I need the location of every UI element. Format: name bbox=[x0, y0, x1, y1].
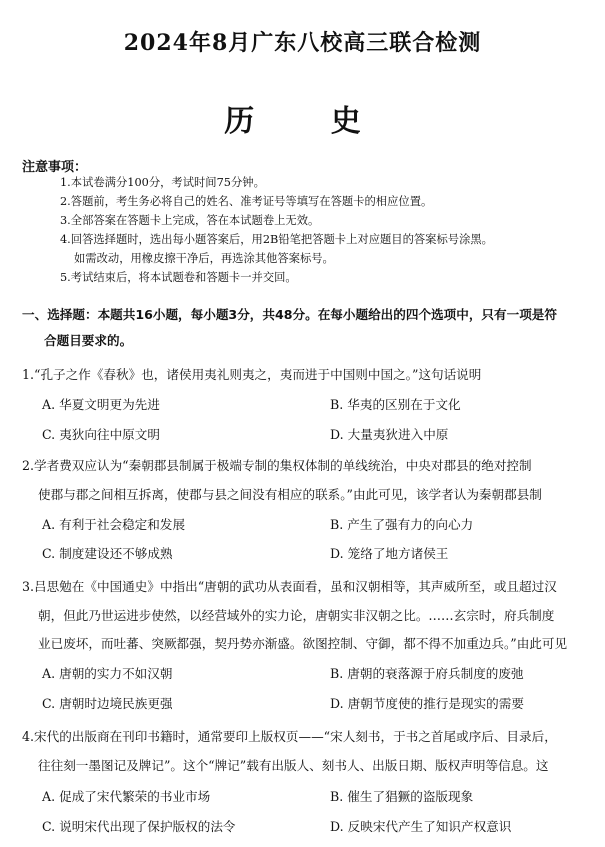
question-2-stem-continuation: 使郡与郡之间相互拆离，使郡与县之间没有相应的联系。”由此可见，该学者认为秦朝郡县制 bbox=[38, 487, 542, 502]
question-4-option-d: D. 反映宋代产生了知识产权意识 bbox=[330, 819, 512, 834]
question-1-option-b: B. 华夷的区别在于文化 bbox=[330, 397, 461, 412]
exam-title: 2024年8月广东八校高三联合检测 bbox=[123, 30, 482, 56]
question-4-option-b: B. 催生了猖獗的盗版现象 bbox=[330, 789, 474, 804]
question-1-option-d: D. 大量夷狄进入中原 bbox=[330, 427, 449, 442]
question-3-option-c: C. 唐朝时边境民族更强 bbox=[42, 696, 173, 711]
question-3-stem-continuation: 业已废坏，而吐蕃、突厥都强，契丹势亦渐盛。欲图控制、守御，都不得不加重边兵。”由此可见 bbox=[38, 636, 568, 651]
question-2-option-c: C. 制度建设还不够成熟 bbox=[42, 546, 173, 561]
question-3-stem: 3.吕思勉在《中国通史》中指出“唐朝的武功从表面看，虽和汉朝相等，其声威所至，或且超过汉 bbox=[22, 579, 557, 594]
question-4-option-c: C. 说明宋代出现了保护版权的法令 bbox=[42, 819, 236, 834]
note-item: 3.全部答案在答题卡上完成，答在本试题卷上无效。 bbox=[60, 214, 320, 227]
question-1-option-a: A. 华夏文明更为先进 bbox=[42, 397, 160, 412]
note-item: 1.本试卷满分100分，考试时间75分钟。 bbox=[60, 176, 265, 189]
question-2-option-d: D. 笼络了地方诸侯王 bbox=[330, 546, 449, 561]
question-2-stem: 2.学者费双应认为“秦朝郡县制属于极端专制的集权体制的单线统治，中央对郡县的绝对控制 bbox=[22, 458, 532, 473]
question-3-option-b: B. 唐朝的衰落源于府兵制度的废弛 bbox=[330, 666, 524, 681]
note-item: 4.回答选择题时，选出每小题答案后，用2B铅笔把答题卡上对应题目的答案标号涂黑。 bbox=[60, 233, 493, 246]
question-1-option-c: C. 夷狄向往中原文明 bbox=[42, 427, 160, 442]
note-item-continuation: 如需改动，用橡皮擦干净后，再选涂其他答案标号。 bbox=[74, 252, 334, 265]
section-heading: 一、选择题：本题共16小题，每小题3分，共48分。在每小题给出的四个选项中，只有一项是符 bbox=[22, 307, 557, 322]
question-3-option-a: A. 唐朝的实力不如汉朝 bbox=[42, 666, 173, 681]
question-3-option-d: D. 唐朝节度使的推行是现实的需要 bbox=[330, 696, 524, 711]
question-1-stem: 1.“孔子之作《春秋》也，诸侯用夷礼则夷之，夷而进于中国则中国之。”这句话说明 bbox=[22, 367, 482, 382]
section-heading-continuation: 合题目要求的。 bbox=[44, 333, 133, 348]
subject-title: 历 史 bbox=[224, 104, 381, 139]
note-item: 2.答题前，考生务必将自己的姓名、准考证号等填写在答题卡的相应位置。 bbox=[60, 195, 433, 208]
note-item: 5.考试结束后，将本试题卷和答题卡一并交回。 bbox=[60, 271, 297, 284]
question-4-option-a: A. 促成了宋代繁荣的书业市场 bbox=[42, 789, 211, 804]
question-4-stem: 4.宋代的出版商在刊印书籍时，通常要印上版权页——“宋人刻书，于书之首尾或序后、目录后， bbox=[22, 729, 557, 744]
question-4-stem-continuation: 往往刻一墨图记及牌记”。这个“牌记”载有出版人、刻书人、出版日期、版权声明等信息。这 bbox=[38, 758, 549, 773]
question-3-stem-continuation: 朝，但此乃世运进步使然，以经营域外的实力论，唐朝实非汉朝之比。……玄宗时，府兵制度 bbox=[38, 608, 555, 623]
notes-heading: 注意事项： bbox=[22, 160, 88, 175]
question-2-option-b: B. 产生了强有力的向心力 bbox=[330, 517, 474, 532]
question-2-option-a: A. 有利于社会稳定和发展 bbox=[42, 517, 186, 532]
